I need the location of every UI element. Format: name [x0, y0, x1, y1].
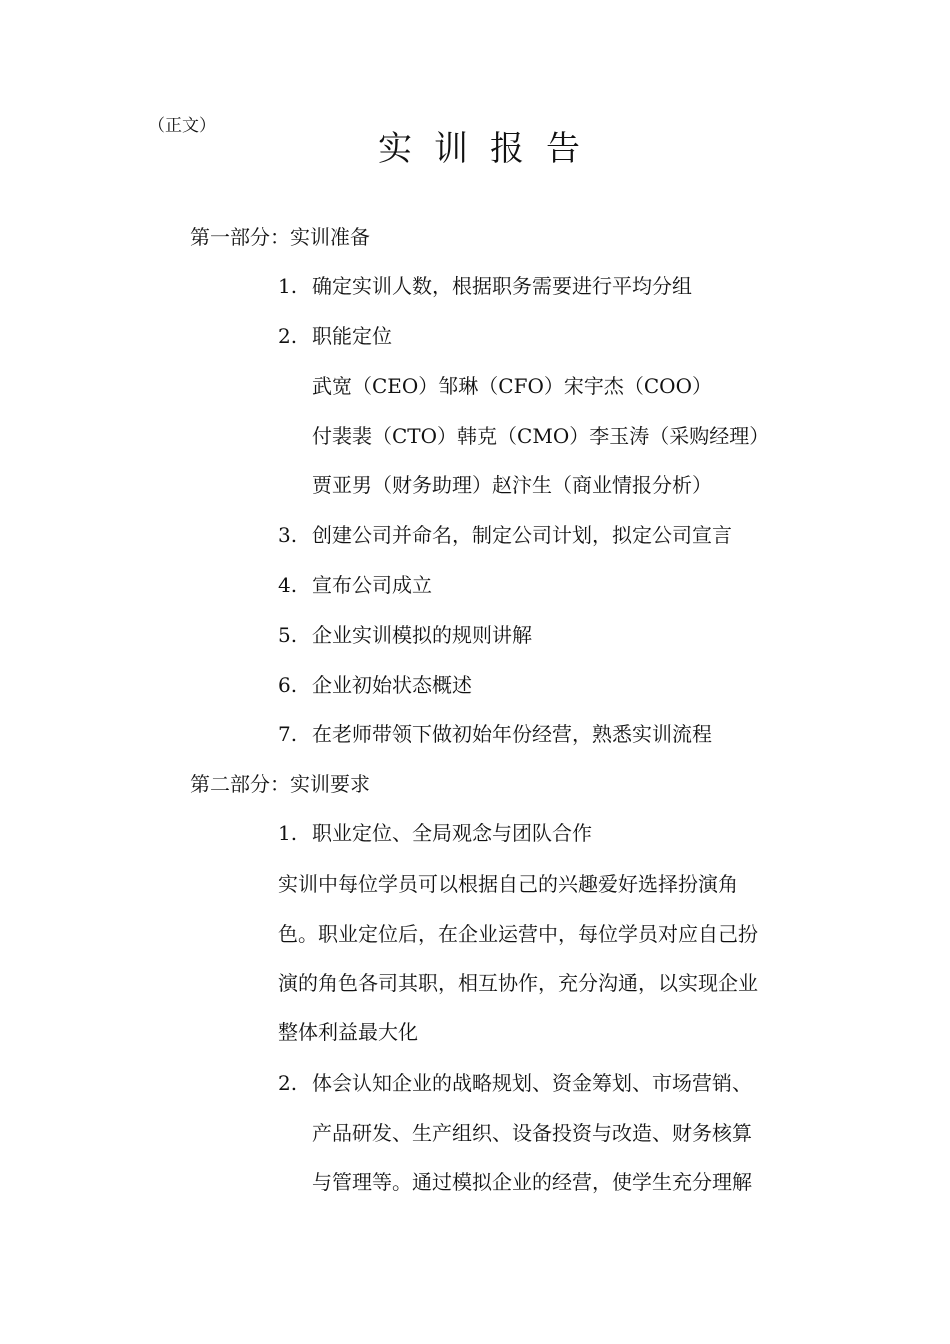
role-line: 武宽（CEO）邹琳（CFO）宋宇杰（COO）	[312, 374, 712, 398]
list-item-text: 职业定位、全局观念与团队合作	[312, 821, 592, 845]
paragraph-line: 色。职业定位后，在企业运营中，每位学员对应自己扮	[278, 922, 758, 946]
body-note: （正文）	[148, 116, 216, 136]
list-item-text: 企业实训模拟的规则讲解	[312, 623, 532, 647]
report-title: 实训报告	[378, 129, 602, 169]
list-item-text: 与管理等。通过模拟企业的经营，使学生充分理解	[312, 1170, 752, 1194]
list-item-number: 4.	[278, 573, 298, 597]
list-item-text: 确定实训人数，根据职务需要进行平均分组	[312, 274, 692, 298]
list-item-text: 产品研发、生产组织、设备投资与改造、财务核算	[312, 1121, 752, 1145]
list-item-number: 1.	[278, 821, 298, 845]
list-item-number: 2.	[278, 1071, 298, 1095]
paragraph-line: 实训中每位学员可以根据自己的兴趣爱好选择扮演角	[278, 872, 738, 896]
list-item-text: 在老师带领下做初始年份经营，熟悉实训流程	[312, 722, 712, 746]
role-line: 贾亚男（财务助理）赵汴生（商业情报分析）	[312, 473, 712, 497]
part1-heading: 第一部分：实训准备	[190, 225, 370, 249]
list-item-text: 职能定位	[312, 324, 392, 348]
list-item-number: 5.	[278, 623, 298, 647]
list-item-number: 6.	[278, 673, 298, 697]
list-item-number: 2.	[278, 324, 298, 348]
list-item-number: 3.	[278, 523, 298, 547]
list-item-text: 体会认知企业的战略规划、资金筹划、市场营销、	[312, 1071, 752, 1095]
list-item-text: 创建公司并命名，制定公司计划，拟定公司宣言	[312, 523, 732, 547]
paragraph-line: 演的角色各司其职，相互协作，充分沟通，以实现企业	[278, 971, 758, 995]
list-item-text: 企业初始状态概述	[312, 673, 472, 697]
paragraph-line: 整体利益最大化	[278, 1020, 418, 1044]
list-item-number: 7.	[278, 722, 298, 746]
list-item-number: 1.	[278, 274, 298, 298]
part2-heading: 第二部分：实训要求	[190, 772, 370, 796]
role-line: 付裴裴（CTO）韩克（CMO）李玉涛（采购经理）	[312, 424, 770, 448]
list-item-text: 宣布公司成立	[312, 573, 432, 597]
